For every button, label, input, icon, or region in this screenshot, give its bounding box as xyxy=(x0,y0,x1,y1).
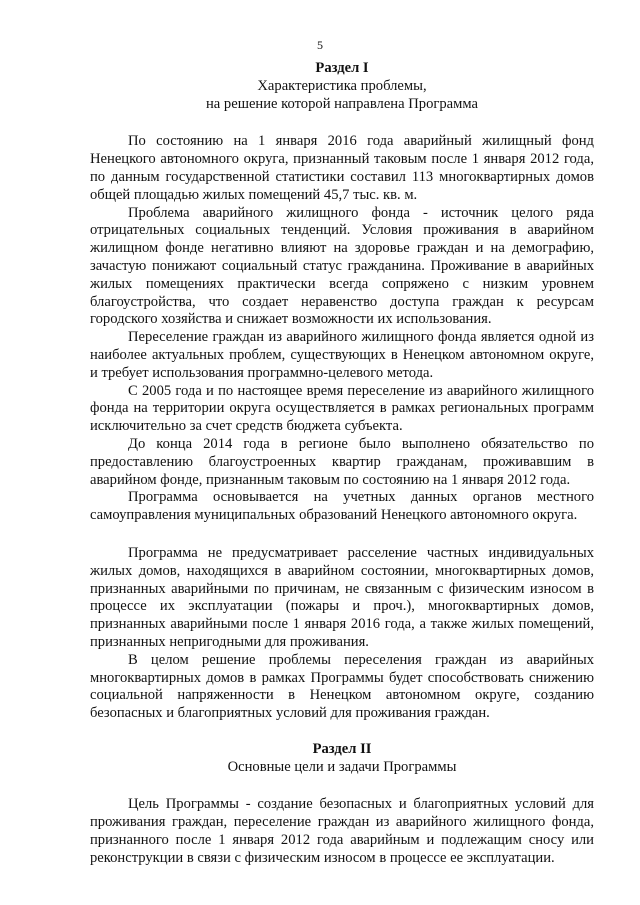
spacer xyxy=(90,113,594,133)
section-1-subtitle-line-2: на решение которой направлена Программа xyxy=(206,95,478,112)
spacer xyxy=(90,776,594,796)
page-number: 5 xyxy=(317,38,323,52)
section-1-title: Раздел I xyxy=(315,60,369,76)
section-1-paragraph-6: Программа основывается на учетных данных органов местного самоуправления муниципальных образований Ненецкого автономного округа. xyxy=(90,489,594,524)
document-body xyxy=(90,60,594,868)
section-1-paragraph-1: По состоянию на 1 января 2016 года аварийный жилищный фонд Ненецкого автономного округа, признанный таковым после 1 января 2012 года, по данным государственной статистики составил 113 многоквартирных домов общей площадью жилых помещений 45,7 тыс. кв. м. xyxy=(90,133,594,203)
section-1-paragraph-7: Программа не предусматривает расселение частных индивидуальных жилых домов, находящихся в аварийном состоянии, многоквартирных домов, признанных аварийными по причинам, не связанным с физическим износом в процессе их эксплуатации (пожары и проч.), многоквартирных домов, признанных аварийными после 1 января 2016 года, а также жилых помещений, признанных непригодными для проживания. xyxy=(90,544,594,650)
section-1-paragraph-5: До конца 2014 года в регионе было выполнено обязательство по предоставлению благоустроенных квартир гражданам, проживавшим в аварийном фонде, признанным таковым по состоянию на 1 января 2012 года. xyxy=(90,435,594,488)
section-1-paragraph-4: С 2005 года и по настоящее время переселение из аварийного жилищного фонда на территории округа осуществляется в рамках региональных программ исключительно за счет средств бюджета субъекта. xyxy=(90,382,594,435)
section-2-subtitle: Основные цели и задачи Программы xyxy=(227,758,457,775)
section-1-paragraph-2: Проблема аварийного жилищного фонда - источник целого ряда отрицательных социальных тенденций. Условия проживания в аварийном жилищном фонде негативно влияют на здоровье граждан и на демографию, зачастую понижают социальный статус гражданина. Проживание в аварийных жилых помещениях практически всегда сопряжено с низким уровнем благоустройства, что создает неравенство доступа граждан к ресурсам городского хозяйства и снижает возможности их использования. xyxy=(90,204,594,328)
section-2-paragraph-1: Цель Программы - создание безопасных и благоприятных условий для проживания граждан, переселение граждан из аварийного жилищного фонда, признанного после 1 января 2012 года аварийным и подлежащим сносу или реконструкции в связи с физическим износом в процессе ее эксплуатации. xyxy=(90,796,594,866)
spacer xyxy=(90,525,594,545)
section-2-title: Раздел II xyxy=(312,740,372,757)
section-1-subtitle-line-1: Характеристика проблемы, xyxy=(257,77,427,94)
spacer xyxy=(90,723,594,741)
section-1-paragraph-8: В целом решение проблемы переселения граждан из аварийных многоквартирных домов в рамках Программы будет способствовать снижению социальной напряженности в Ненецком автономном округе, созданию безопасных и благоприятных условий для проживания граждан. xyxy=(90,651,594,722)
section-1-paragraph-3: Переселение граждан из аварийного жилищного фонда является одной из наиболее актуальных проблем, существующих в Ненецком автономном округе, и требует использования программно-целевого метода. xyxy=(90,329,594,381)
